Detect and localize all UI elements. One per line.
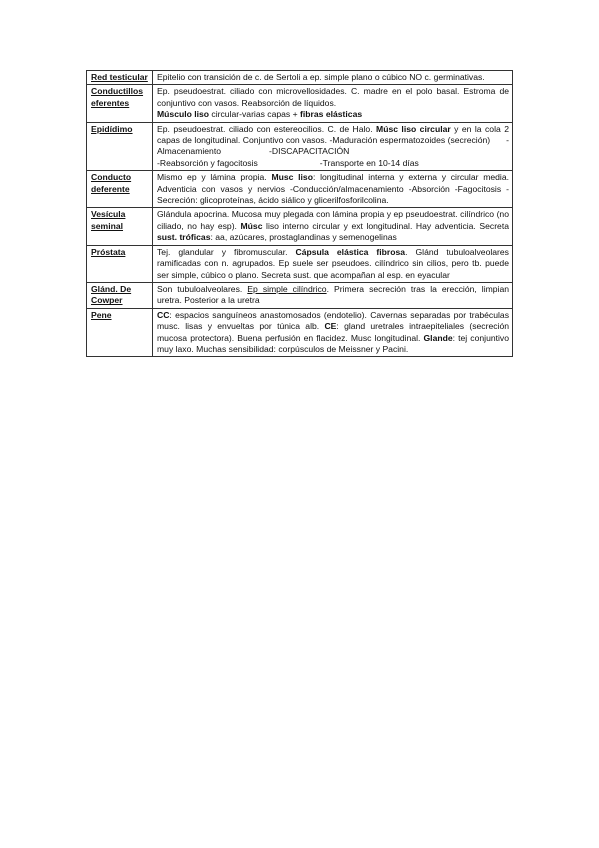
table-row bbox=[87, 71, 513, 85]
term-cell: Epidídimo bbox=[87, 122, 153, 171]
description-text: circular-varias capas + bbox=[209, 109, 301, 120]
term-cell: Pene bbox=[87, 308, 153, 357]
term-cell: Próstata bbox=[87, 245, 153, 282]
description-cell bbox=[153, 171, 513, 208]
description-text: -Reabsorción y fagocitosis bbox=[157, 157, 258, 168]
table-row bbox=[87, 245, 513, 282]
description-cell bbox=[153, 282, 513, 308]
term-cell: Vesícula seminal bbox=[87, 208, 153, 245]
bold-text: Cápsula elástica fibrosa bbox=[295, 246, 406, 257]
description-text: : aa, azúcares, prostaglandinas y semenogelinas bbox=[210, 232, 397, 243]
bold-text: CE bbox=[324, 321, 337, 332]
description-cell bbox=[153, 208, 513, 245]
description-text: -Transporte en 10-14 días bbox=[319, 157, 419, 168]
table-row bbox=[87, 282, 513, 308]
description-text: -Almacenamiento bbox=[157, 135, 509, 157]
bold-text: Glande bbox=[423, 332, 453, 343]
description-cell bbox=[153, 308, 513, 357]
description-text: Mismo ep y lámina propia. bbox=[157, 172, 272, 183]
bold-text: Músculo liso bbox=[157, 109, 210, 120]
bold-text: sust. tróficas bbox=[157, 232, 211, 243]
description-text: . Glánd tubuloalveolares ramificadas con n. agrupados. Ep suele ser pseudoes. cilíndrico sin cilios, pero tb. puede ser simple, cúbico o plano. Secreta sust. que acompañan al esp. en eyacular bbox=[157, 246, 509, 280]
bold-text: fibras elásticas bbox=[300, 109, 363, 120]
table-row bbox=[87, 122, 513, 171]
description-cell bbox=[153, 122, 513, 171]
description-text: Ep. pseudoestrat. ciliado con estereocilios. C. de Halo. bbox=[157, 123, 377, 134]
notes-table bbox=[86, 70, 513, 357]
description-cell bbox=[153, 85, 513, 122]
description-text: y en la cola 2 capas de longitudinal. Conjuntivo con vasos. -Maduración espermatozoides (secreción) bbox=[157, 123, 509, 146]
description-text: : espacios sanguíneos anastomosados (endotelio). Cavernas separadas por trabéculas musc. lisas y envueltas por túnica alb. bbox=[157, 309, 509, 332]
term-cell: Glánd. De Cowper bbox=[87, 282, 153, 308]
description-text: . Primera secreción tras la erección, limpian uretra. Posterior a la uretra bbox=[157, 283, 510, 306]
description-text: Glándula apocrina. Mucosa muy plegada con lámina propia y ep pseudoestrat. cilíndrico (no ciliado, no hay esp). bbox=[157, 209, 509, 231]
bold-text: Musc liso bbox=[271, 172, 313, 183]
bold-text: Músc bbox=[240, 220, 263, 231]
description-text: : tej conjuntivo muy laxo. Muchas sensibilidad: corpúsculos de Meissner y Pacini. bbox=[157, 332, 509, 354]
term-cell: Conducto deferente bbox=[87, 171, 153, 208]
description-text: Tej. glandular y fibromuscular. bbox=[157, 246, 296, 257]
bold-text: CC bbox=[157, 309, 170, 320]
description-text: : longitudinal interna y externa y circular media. Adventicia con vasos y nervios -Conducción/almacenamiento -Absorción -Fagocitosis -Secreción: glicoproteínas, ácido siálico y glicerilfosforilcolina. bbox=[157, 172, 509, 206]
term-cell: Red testicular bbox=[87, 71, 153, 85]
description-cell bbox=[153, 245, 513, 282]
description-text: liso interno circular y ext longitudinal. Hay adventicia. Secreta bbox=[262, 220, 509, 231]
description-text: Ep. pseudoestrat. ciliado con microvellosidades. C. madre en el polo basal. Estroma de conjuntivo con vasos. Reabsorción de líquidos. bbox=[157, 86, 509, 108]
table-row bbox=[87, 208, 513, 245]
description-text: : gland uretrales intraepiteliales (secreción mucosa protectora). Buena perfusión en flacidez. Musc longitudinal. bbox=[157, 321, 509, 343]
description-text: -DISCAPACITACIÓN bbox=[269, 146, 350, 157]
table-row bbox=[87, 308, 513, 357]
description-text: Son tubuloalveolares. bbox=[157, 283, 248, 294]
bold-text: Músc liso circular bbox=[376, 123, 451, 134]
table-row bbox=[87, 171, 513, 208]
table-row bbox=[87, 85, 513, 122]
description-text: Epitelio con transición de c. de Sertoli a ep. simple plano o cúbico NO c. germinativas. bbox=[157, 72, 485, 82]
description-cell bbox=[153, 71, 513, 85]
term-cell: Conductillos eferentes bbox=[87, 85, 153, 122]
underlined-text: Ep simple cilíndrico bbox=[247, 283, 327, 294]
